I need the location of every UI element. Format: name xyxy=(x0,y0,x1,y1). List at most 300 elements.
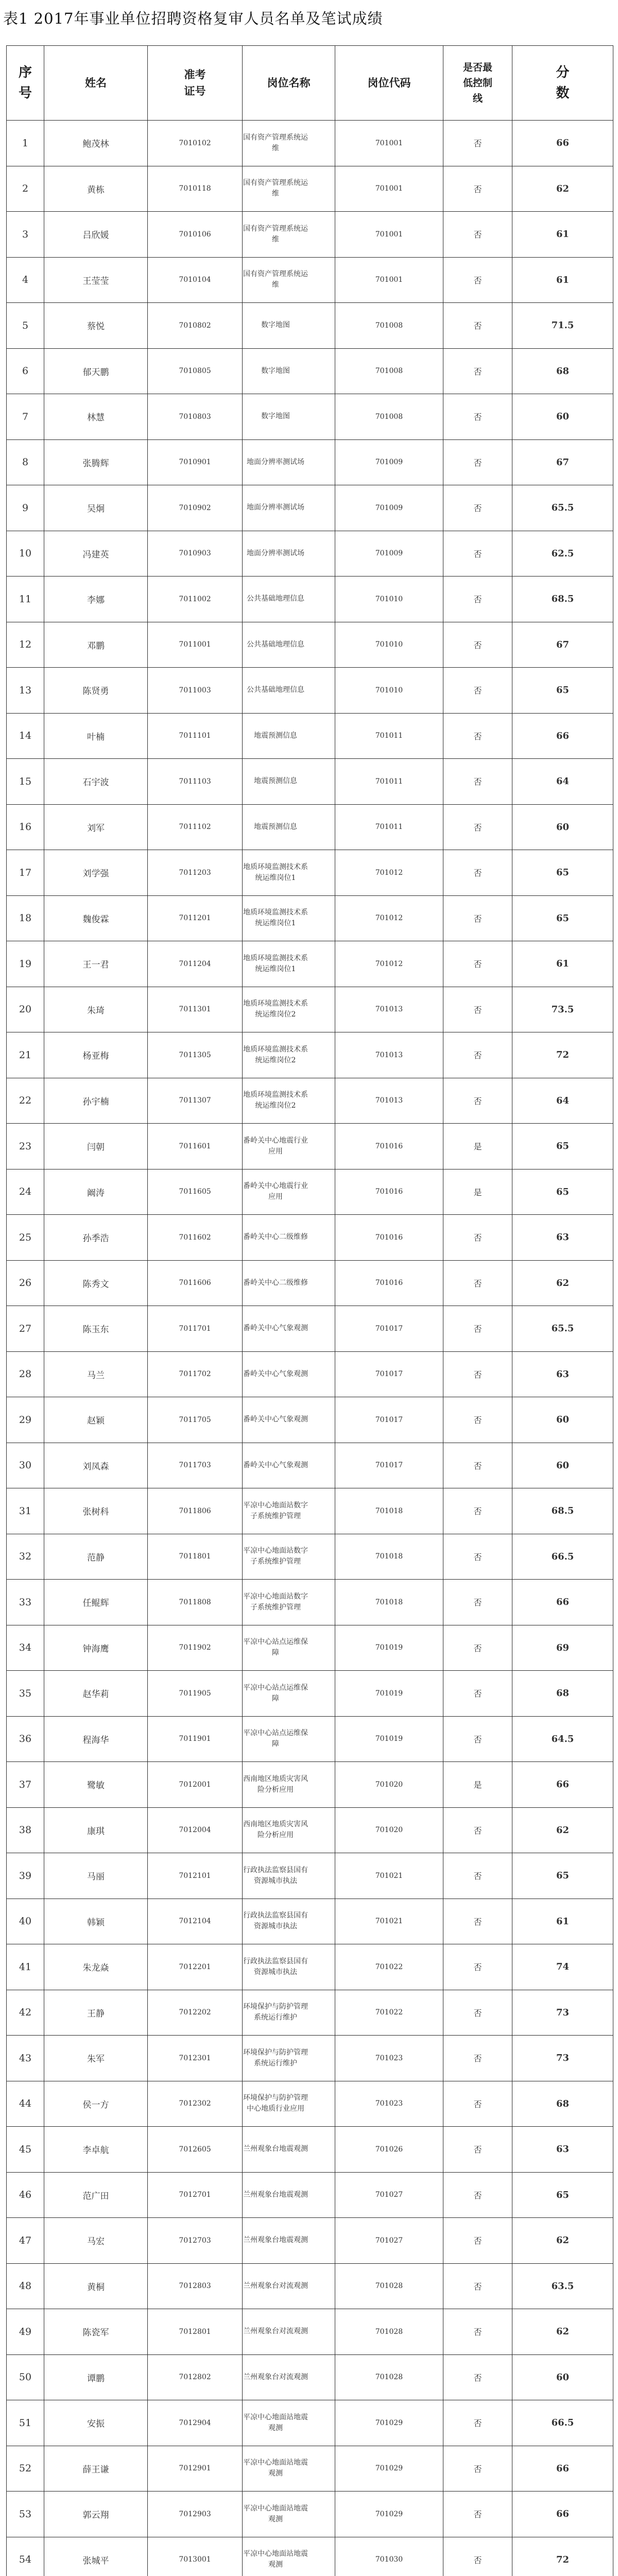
row-number-cell xyxy=(7,212,44,258)
row-name-cell xyxy=(44,1625,148,1671)
row-number: 19 xyxy=(19,958,32,970)
row-post-name-cell xyxy=(243,2446,335,2492)
table-row xyxy=(7,1443,613,1488)
row-exam-number-cell xyxy=(148,1397,243,1443)
row-name: 韩颖 xyxy=(87,1917,105,1928)
row-exam-number-cell xyxy=(148,1306,243,1352)
row-min-line: 否 xyxy=(473,1096,482,1106)
row-score-cell xyxy=(512,1853,613,1899)
row-score: 67 xyxy=(556,639,570,650)
table-row xyxy=(7,1124,613,1170)
row-name: 马宏 xyxy=(87,2236,105,2247)
row-post-code-cell xyxy=(335,121,443,166)
row-post-name: 地震预测信息 xyxy=(254,731,297,740)
row-score-cell xyxy=(512,2309,613,2355)
row-post-code: 701018 xyxy=(375,1506,403,1515)
row-score-cell xyxy=(512,1215,613,1261)
row-min-line-cell xyxy=(443,2081,512,2127)
row-number: 11 xyxy=(19,593,32,605)
row-min-line: 是 xyxy=(473,1142,482,1152)
row-number-cell xyxy=(7,1397,44,1443)
row-number: 43 xyxy=(19,2052,32,2064)
row-number: 24 xyxy=(19,1186,32,1198)
row-post-code: 701023 xyxy=(375,2099,403,2108)
row-score: 60 xyxy=(556,411,570,422)
row-min-line: 否 xyxy=(473,321,482,331)
row-min-line: 否 xyxy=(473,1871,482,1882)
row-post-name: 公共基础地理信息 xyxy=(247,686,304,694)
row-exam-number-cell xyxy=(148,2263,243,2309)
row-post-name: 兰州观象台地震观测 xyxy=(243,2190,308,2199)
row-min-line: 否 xyxy=(473,1050,482,1061)
row-min-line: 否 xyxy=(473,1506,482,1517)
table-row xyxy=(7,2309,613,2355)
row-min-line-cell xyxy=(443,2537,512,2576)
row-name-cell xyxy=(44,1078,148,1124)
row-exam-number-cell xyxy=(148,2218,243,2264)
row-score-cell xyxy=(512,394,613,440)
row-post-name-cell xyxy=(243,1443,335,1488)
row-min-line-cell xyxy=(443,2127,512,2173)
row-post-code: 701001 xyxy=(375,276,403,284)
row-name-cell xyxy=(44,212,148,258)
row-score: 68 xyxy=(556,365,570,377)
row-number-cell xyxy=(7,485,44,531)
row-exam-number: 7011201 xyxy=(179,914,211,923)
row-name: 王静 xyxy=(87,2008,105,2019)
row-name: 陈贤勇 xyxy=(82,686,109,697)
row-name: 康琪 xyxy=(87,1826,105,1837)
row-min-line: 否 xyxy=(473,1552,482,1562)
row-number-cell xyxy=(7,668,44,714)
row-post-name: 西南地区地质灾害风险分析应用 xyxy=(243,1820,308,1840)
row-min-line: 否 xyxy=(473,139,482,149)
row-post-code: 701009 xyxy=(375,458,403,467)
row-score-cell xyxy=(512,1807,613,1853)
row-post-name-cell xyxy=(243,212,335,258)
row-name-cell xyxy=(44,1306,148,1352)
row-name: 范广田 xyxy=(82,2191,109,2201)
row-min-line-cell xyxy=(443,1215,512,1261)
row-post-name: 平凉中心地面站地震观测 xyxy=(243,2550,308,2569)
row-post-name: 平凉中心地面站地震观测 xyxy=(243,2413,308,2432)
row-post-name-cell xyxy=(243,1671,335,1717)
table-row xyxy=(7,1215,613,1261)
row-name: 马丽 xyxy=(87,1872,105,1883)
row-post-code: 701027 xyxy=(375,2236,403,2245)
row-score: 61 xyxy=(556,958,570,970)
row-exam-number-cell xyxy=(148,2036,243,2081)
row-name: 刘凤森 xyxy=(82,1461,109,1472)
row-min-line: 否 xyxy=(473,1278,482,1289)
row-post-name: 番岭关中心地震行业应用 xyxy=(243,1182,308,1201)
row-post-code: 701011 xyxy=(375,777,403,786)
row-exam-number: 7011806 xyxy=(179,1506,211,1515)
row-number-cell xyxy=(7,121,44,166)
table-row xyxy=(7,1351,613,1397)
row-name-cell xyxy=(44,895,148,941)
row-exam-number: 7012004 xyxy=(179,1826,211,1835)
row-post-code: 701022 xyxy=(375,1962,403,1971)
row-post-code-cell xyxy=(335,668,443,714)
row-name: 朱龙焱 xyxy=(82,1963,109,1974)
row-min-line-cell xyxy=(443,1807,512,1853)
row-post-code-cell xyxy=(335,2492,443,2537)
row-name: 刘军 xyxy=(87,823,105,834)
header-no-text: 序号 xyxy=(19,65,32,101)
row-number-cell xyxy=(7,1124,44,1170)
row-exam-number-cell xyxy=(148,1853,243,1899)
table-row xyxy=(7,121,613,166)
row-score-cell xyxy=(512,987,613,1032)
row-exam-number: 7012104 xyxy=(179,1917,211,1926)
table-row xyxy=(7,348,613,394)
row-exam-number-cell xyxy=(148,2492,243,2537)
row-min-line-cell xyxy=(443,1351,512,1397)
row-post-name: 兰州观象台地震观测 xyxy=(243,2145,308,2154)
row-name: 黄栋 xyxy=(87,184,105,195)
row-number: 7 xyxy=(22,411,29,422)
row-exam-number-cell xyxy=(148,1534,243,1580)
row-post-code: 701008 xyxy=(375,412,403,421)
row-name-cell xyxy=(44,987,148,1032)
row-number: 30 xyxy=(19,1460,32,1471)
row-name: 郁天鹏 xyxy=(82,367,109,378)
row-name: 陈秀文 xyxy=(82,1279,109,1290)
row-number: 12 xyxy=(19,639,32,651)
row-number-cell xyxy=(7,1260,44,1306)
table-row xyxy=(7,1625,613,1671)
row-post-code: 701016 xyxy=(375,1142,403,1150)
row-post-name: 地面分辨率测试场 xyxy=(247,457,304,466)
row-post-code-cell xyxy=(335,2537,443,2576)
table-row xyxy=(7,622,613,668)
row-post-code: 701019 xyxy=(375,1643,403,1652)
row-name: 赵颖 xyxy=(87,1416,105,1427)
row-score: 68 xyxy=(556,2098,570,2109)
row-score: 68.5 xyxy=(551,594,574,605)
row-min-line: 否 xyxy=(473,913,482,924)
row-number-cell xyxy=(7,2537,44,2576)
row-min-line-cell xyxy=(443,2309,512,2355)
row-min-line-cell xyxy=(443,713,512,759)
table-row xyxy=(7,1032,613,1078)
row-post-code-cell xyxy=(335,2218,443,2264)
row-number-cell xyxy=(7,1625,44,1671)
row-name: 刘学强 xyxy=(82,869,109,879)
row-post-code: 701013 xyxy=(375,1005,403,1014)
row-post-name: 国有资产管理系统运维 xyxy=(243,133,308,152)
row-post-name: 番岭关中心气象观测 xyxy=(243,1415,308,1424)
row-post-name-cell xyxy=(243,1716,335,1762)
row-post-code-cell xyxy=(335,1807,443,1853)
row-name-cell xyxy=(44,2172,148,2218)
row-number-cell xyxy=(7,987,44,1032)
header-name: 姓名 xyxy=(44,46,148,121)
table-row xyxy=(7,2354,613,2400)
row-name: 郭云翔 xyxy=(82,2510,109,2521)
row-post-code: 701026 xyxy=(375,2145,403,2154)
row-min-line: 否 xyxy=(473,1233,482,1243)
row-score: 64.5 xyxy=(551,1733,574,1744)
row-name-cell xyxy=(44,1944,148,1990)
row-score-cell xyxy=(512,439,613,485)
row-post-code-cell xyxy=(335,987,443,1032)
row-name-cell xyxy=(44,1260,148,1306)
row-min-line-cell xyxy=(443,850,512,896)
row-post-code: 701011 xyxy=(375,823,403,832)
row-post-name-cell xyxy=(243,2354,335,2400)
table-row xyxy=(7,531,613,577)
row-min-line: 否 xyxy=(473,1415,482,1426)
row-post-code: 701016 xyxy=(375,1188,403,1196)
row-post-name-cell xyxy=(243,1306,335,1352)
row-post-name-cell xyxy=(243,439,335,485)
row-name-cell xyxy=(44,804,148,850)
row-post-code: 701012 xyxy=(375,959,403,968)
row-exam-number: 7012903 xyxy=(179,2510,211,2518)
row-post-code: 701013 xyxy=(375,1096,403,1105)
row-min-line-cell xyxy=(443,1944,512,1990)
row-min-line: 否 xyxy=(473,1917,482,1927)
table-row xyxy=(7,1306,613,1352)
row-score-cell xyxy=(512,1762,613,1808)
row-post-name-cell xyxy=(243,121,335,166)
row-post-name: 环境保护与防护管理系统运行维护 xyxy=(243,2003,308,2022)
row-exam-number: 7010102 xyxy=(179,139,211,147)
row-post-name-cell xyxy=(243,257,335,303)
row-name-cell xyxy=(44,1580,148,1625)
row-score-cell xyxy=(512,303,613,349)
row-post-name-cell xyxy=(243,2218,335,2264)
row-exam-number: 7010903 xyxy=(179,549,211,558)
row-name: 朱琦 xyxy=(87,1005,105,1016)
row-post-code: 701001 xyxy=(375,230,403,239)
row-min-line: 否 xyxy=(473,2099,482,2109)
row-exam-number: 7012802 xyxy=(179,2373,211,2382)
row-score: 72 xyxy=(556,1049,570,1061)
row-number-cell xyxy=(7,439,44,485)
row-min-line-cell xyxy=(443,1260,512,1306)
row-score-cell xyxy=(512,1944,613,1990)
row-score: 62 xyxy=(556,1277,570,1289)
row-name-cell xyxy=(44,577,148,622)
row-exam-number: 7010803 xyxy=(179,412,211,421)
row-post-code-cell xyxy=(335,1169,443,1215)
row-name: 陈玉东 xyxy=(82,1325,109,1335)
row-name: 程海华 xyxy=(82,1735,109,1745)
row-post-code-cell xyxy=(335,1944,443,1990)
row-number-cell xyxy=(7,2492,44,2537)
row-exam-number: 7012201 xyxy=(179,1962,211,1971)
row-name-cell xyxy=(44,2537,148,2576)
row-score: 62 xyxy=(556,2326,570,2337)
row-number: 3 xyxy=(22,228,29,240)
row-exam-number-cell xyxy=(148,2081,243,2127)
row-number: 25 xyxy=(19,1231,32,1243)
row-score: 68 xyxy=(556,1688,570,1699)
row-exam-number: 7011003 xyxy=(179,686,211,694)
row-post-name-cell xyxy=(243,759,335,805)
row-score: 63 xyxy=(556,1232,570,1243)
row-number: 32 xyxy=(19,1551,32,1563)
row-min-line: 否 xyxy=(473,959,482,970)
table-row xyxy=(7,2036,613,2081)
row-score: 66 xyxy=(556,2509,570,2520)
row-score: 62 xyxy=(556,183,570,194)
row-post-code: 701018 xyxy=(375,1552,403,1561)
row-post-name-cell xyxy=(243,303,335,349)
row-name-cell xyxy=(44,1443,148,1488)
row-number: 33 xyxy=(19,1596,32,1608)
row-name-cell xyxy=(44,1899,148,1944)
row-min-line-cell xyxy=(443,2492,512,2537)
row-number-cell xyxy=(7,2263,44,2309)
row-exam-number: 7011605 xyxy=(179,1188,211,1196)
row-exam-number-cell xyxy=(148,1580,243,1625)
row-exam-number-cell xyxy=(148,1899,243,1944)
row-post-code: 701029 xyxy=(375,2510,403,2518)
row-exam-number-cell xyxy=(148,348,243,394)
table-row xyxy=(7,1534,613,1580)
row-post-code-cell xyxy=(335,2036,443,2081)
row-post-name: 地震预测信息 xyxy=(254,822,297,831)
row-number: 23 xyxy=(19,1140,32,1152)
row-score-cell xyxy=(512,2537,613,2576)
row-post-name: 兰州观象台对流观测 xyxy=(243,2372,308,2381)
row-post-name: 公共基础地理信息 xyxy=(247,640,304,649)
row-post-code-cell xyxy=(335,850,443,896)
row-post-name: 兰州观象台对流观测 xyxy=(243,2281,308,2290)
row-number: 45 xyxy=(19,2143,32,2155)
table-row xyxy=(7,987,613,1032)
row-number: 50 xyxy=(19,2371,32,2383)
row-score-cell xyxy=(512,1032,613,1078)
row-score: 61 xyxy=(556,1916,570,1927)
row-min-line-cell xyxy=(443,941,512,987)
row-number-cell xyxy=(7,577,44,622)
row-min-line: 否 xyxy=(473,595,482,605)
table-row xyxy=(7,303,613,349)
row-exam-number: 7011203 xyxy=(179,868,211,877)
row-post-code-cell xyxy=(335,212,443,258)
page-title: 表1 2017年事业单位招聘资格复审人员名单及笔试成绩 xyxy=(3,10,383,27)
row-min-line: 否 xyxy=(473,184,482,194)
row-score: 66 xyxy=(556,1779,570,1790)
row-min-line-cell xyxy=(443,2218,512,2264)
row-exam-number: 7011204 xyxy=(179,959,211,968)
row-exam-number-cell xyxy=(148,1260,243,1306)
row-post-name: 平凉中心地面站数字子系统维护管理 xyxy=(243,1592,308,1612)
row-name-cell xyxy=(44,1351,148,1397)
row-post-name-cell xyxy=(243,987,335,1032)
row-name-cell xyxy=(44,1716,148,1762)
row-score-cell xyxy=(512,1716,613,1762)
row-score-cell xyxy=(512,212,613,258)
row-score-cell xyxy=(512,2218,613,2264)
row-number: 39 xyxy=(19,1870,32,1882)
row-exam-number-cell xyxy=(148,1443,243,1488)
row-min-line-cell xyxy=(443,439,512,485)
row-min-line-cell xyxy=(443,394,512,440)
row-score: 61 xyxy=(556,274,570,285)
row-score-cell xyxy=(512,2172,613,2218)
row-score-cell xyxy=(512,668,613,714)
row-score: 67 xyxy=(556,456,570,468)
row-post-name: 平凉中心地面站地震观测 xyxy=(243,2504,308,2523)
row-post-name-cell xyxy=(243,1853,335,1899)
row-score-cell xyxy=(512,1397,613,1443)
row-min-line-cell xyxy=(443,485,512,531)
row-name: 冯建英 xyxy=(82,549,109,560)
row-min-line-cell xyxy=(443,1078,512,1124)
row-name: 蔡悦 xyxy=(87,321,105,332)
header-ctrl-text: 是否最低控制线 xyxy=(462,62,492,104)
row-post-name: 兰州观象台地震观测 xyxy=(243,2236,308,2245)
row-post-name-cell xyxy=(243,2537,335,2576)
row-name: 鲍茂林 xyxy=(82,139,109,150)
row-score-cell xyxy=(512,2036,613,2081)
row-exam-number-cell xyxy=(148,2172,243,2218)
row-name-cell xyxy=(44,2446,148,2492)
table-row xyxy=(7,2263,613,2309)
row-number-cell xyxy=(7,257,44,303)
row-post-name-cell xyxy=(243,485,335,531)
row-exam-number-cell xyxy=(148,2127,243,2173)
row-post-name-cell xyxy=(243,1625,335,1671)
row-name-cell xyxy=(44,303,148,349)
row-post-name: 地质环境监测技术系统运维岗位1 xyxy=(243,954,308,973)
header-ctrl xyxy=(443,46,512,121)
row-post-name-cell xyxy=(243,2081,335,2127)
table-row xyxy=(7,257,613,303)
row-min-line-cell xyxy=(443,895,512,941)
row-post-name-cell xyxy=(243,166,335,212)
row-min-line: 否 xyxy=(473,822,482,833)
row-number-cell xyxy=(7,1716,44,1762)
row-exam-number-cell xyxy=(148,212,243,258)
row-score: 72 xyxy=(556,2554,570,2565)
row-score: 60 xyxy=(556,1460,570,1471)
row-number: 8 xyxy=(22,456,29,468)
header-code: 岗位代码 xyxy=(335,46,443,121)
row-name-cell xyxy=(44,1488,148,1534)
row-post-name: 番岭关中心气象观测 xyxy=(243,1369,308,1378)
row-score-cell xyxy=(512,1351,613,1397)
row-number-cell xyxy=(7,348,44,394)
row-number: 42 xyxy=(19,2007,32,2019)
table-row xyxy=(7,2127,613,2173)
row-min-line: 否 xyxy=(473,1461,482,1471)
row-min-line: 否 xyxy=(473,2555,482,2565)
row-name: 张腾辉 xyxy=(82,458,109,469)
row-exam-number-cell xyxy=(148,895,243,941)
row-number-cell xyxy=(7,1762,44,1808)
table-row xyxy=(7,941,613,987)
row-post-code: 701017 xyxy=(375,1370,403,1379)
row-name-cell xyxy=(44,1807,148,1853)
row-post-code-cell xyxy=(335,2081,443,2127)
row-min-line: 否 xyxy=(473,2510,482,2520)
row-post-code-cell xyxy=(335,2172,443,2218)
row-exam-number: 7010901 xyxy=(179,458,211,467)
row-post-name: 地质环境监测技术系统运维岗位1 xyxy=(243,908,308,928)
row-post-code-cell xyxy=(335,348,443,394)
row-score-cell xyxy=(512,941,613,987)
row-score-cell xyxy=(512,348,613,394)
results-table xyxy=(6,45,613,2576)
header-post: 岗位名称 xyxy=(243,46,335,121)
